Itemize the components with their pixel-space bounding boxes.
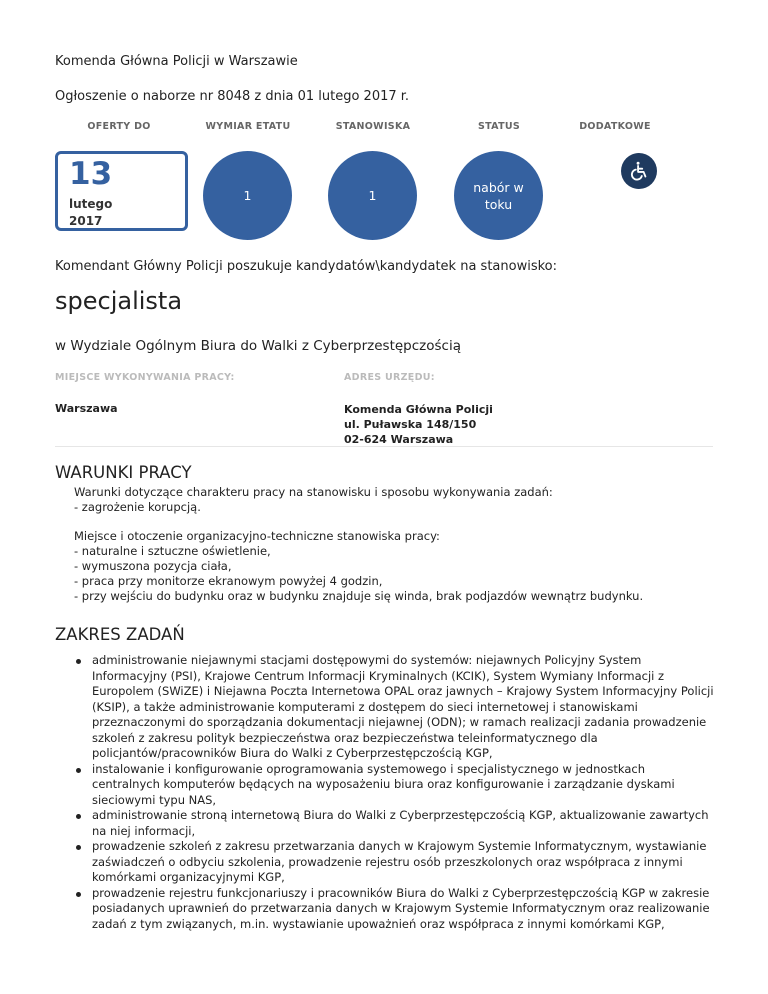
- column-additional: DODATKOWE: [579, 121, 651, 132]
- column-work-time: WYMIAR ETATU: [205, 121, 291, 132]
- conditions-line: - praca przy monitorze ekranowym powyżej 4 godzin,: [74, 574, 383, 588]
- office-address-line: Komenda Główna Policji: [344, 403, 493, 416]
- list-item: instalowanie i konfigurowanie oprogramowania systemowego i specjalistycznego w jednostkach centralnych komputerów będących na wyposażeniu biura oraz konfigurowanie i zarządzanie dyskami sieciowymi typu NAS,: [74, 762, 714, 809]
- announcement-number: Ogłoszenie o naborze nr 8048 z dnia 01 lutego 2017 r.: [55, 89, 410, 104]
- work-time-value: 1: [243, 188, 252, 203]
- conditions-line: Warunki dotyczące charakteru pracy na stanowisku i sposobu wykonywania zadań:: [74, 485, 553, 499]
- list-item: prowadzenie szkoleń z zakresu przetwarzania danych w Krajowym Systemie Informatycznym, wystawianie zaświadczeń o odbyciu szkolenia, prowadzenie rejestru osób przeszkolonych oraz współpraca z innymi komórkami organizacyjnymi KGP,: [74, 839, 714, 886]
- list-item: administrowanie niejawnymi stacjami dostępowymi do systemów: niejawnych Policyjny System Informacyjny (PSI), Krajowe Centrum Informacji Kryminalnych (KCIK), System Wymiany Informacji z Europolem (SWiZE) i Niejawna Poczta Internetowa OPAL oraz jawnych – Krajowy System Informacyjny Policji (KSIP), a także administrowanie komputerami z dostępem do sieci internetowej i stanowiskami przeznaczonymi do sporządzania dokumentacji niejawnej (ODN); w ramach realizacji zadania prowadzenie szkoleń z zakresu polityk bezpieczeństwa oraz bezpieczeństwa teleinformatycznego dla policjantów/pracowników Biura do Walki z Cyberprzestępczością KGP,: [74, 653, 714, 762]
- list-item: prowadzenie rejestru funkcjonariuszy i pracowników Biura do Walki z Cyberprzestępczością KGP w zakresie posiadanych uprawnień do przetwarzania danych w Krajowym Systemie Informatycznym oraz realizowanie zadań z tym związanych, m.in. wystawianie upoważnień oraz współpraca z innymi komórkami KGP,: [74, 886, 714, 933]
- wheelchair-icon: [621, 153, 657, 189]
- conditions-line: - naturalne i sztuczne oświetlenie,: [74, 544, 271, 558]
- deadline-month: lutego: [69, 197, 113, 211]
- paragraph-gap: [74, 515, 714, 529]
- status-circle: [454, 151, 543, 240]
- deadline-date-box: [55, 151, 188, 231]
- column-status: STATUS: [477, 121, 521, 132]
- work-time-circle: [203, 151, 292, 240]
- office-address: [344, 402, 493, 447]
- divider: [55, 446, 713, 447]
- conditions-line: - wymuszona pozycja ciała,: [74, 559, 232, 573]
- conditions-line: Miejsce i otoczenie organizacyjno-techniczne stanowiska pracy:: [74, 529, 440, 543]
- office-address-line: 02-624 Warszawa: [344, 433, 454, 446]
- positions-value: 1: [368, 188, 377, 203]
- deadline-year: 2017: [69, 214, 103, 228]
- list-item: administrowanie stroną internetową Biura do Walki z Cyberprzestępczością KGP, aktualizowanie zawartych na niej informacji,: [74, 808, 714, 839]
- office-address-label: ADRES URZĘDU:: [344, 372, 435, 383]
- conditions-line: - zagrożenie korupcją.: [74, 500, 201, 514]
- position-title: specjalista: [55, 287, 183, 315]
- seeking-intro: Komendant Główny Policji poszukuje kandydatów\kandydatek na stanowisko:: [55, 259, 557, 274]
- conditions-line: - przy wejściu do budynku oraz w budynku znajduje się winda, brak podjazdów wewnątrz budynku.: [74, 589, 644, 603]
- column-positions: STANOWISKA: [335, 121, 411, 132]
- office-address-line: ul. Puławska 148/150: [344, 418, 477, 431]
- conditions-heading: WARUNKI PRACY: [55, 463, 192, 482]
- organization-name: Komenda Główna Policji w Warszawie: [55, 54, 298, 69]
- deadline-day: 13: [69, 156, 113, 192]
- workplace-value: Warszawa: [55, 402, 118, 415]
- status-value: nabór w toku: [473, 179, 524, 212]
- workplace-label: MIEJSCE WYKONYWANIA PRACY:: [55, 372, 235, 383]
- tasks-heading: ZAKRES ZADAŃ: [55, 625, 185, 644]
- department-name: w Wydziale Ogólnym Biura do Walki z Cyberprzestępczością: [55, 338, 462, 354]
- column-offers-until: OFERTY DO: [87, 121, 151, 132]
- conditions-text: [74, 485, 714, 604]
- tasks-list: [74, 653, 714, 932]
- positions-circle: [328, 151, 417, 240]
